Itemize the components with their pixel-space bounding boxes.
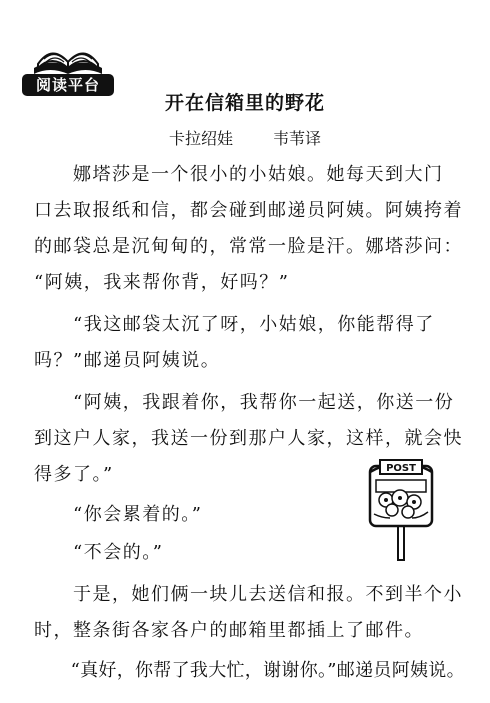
text-line: “不会的。” (34, 542, 164, 563)
author: 卡拉绍娃 (168, 129, 233, 148)
text-line: “阿姨，我跟着你，我帮你一起送，你送一份 (34, 392, 455, 413)
text-line: 口去取报纸和信，都会碰到邮递员阿姨。阿姨挎着 (34, 200, 463, 221)
badge-label: 阅读平台 (22, 74, 114, 96)
text-line: “阿姨，我来帮你背，好吗？” (34, 272, 290, 293)
text-line: “我这邮袋太沉了呀，小姑娘，你能帮得了 (34, 314, 435, 335)
text-line: “你会累着的。” (34, 504, 203, 525)
text-line: 吗？”邮递员阿姨说。 (34, 350, 221, 371)
post-sign: POST (386, 463, 416, 474)
translator: 韦苇译 (273, 129, 322, 148)
text-line: 得多了。” (34, 464, 114, 485)
text-line: 时，整条街各家各户的邮箱里都插上了邮件。 (34, 620, 424, 641)
article-title: 开在信箱里的野花 (164, 92, 325, 114)
text-line: 到这户人家，我送一份到那户人家，这样，就会快 (34, 428, 463, 449)
byline (0, 126, 490, 149)
open-book-icon (28, 38, 108, 78)
text-line: 于是，她们俩一块儿去送信和报。不到半个小 (34, 584, 463, 605)
text-line: “真好，你帮了我大忙，谢谢你。”邮递员阿姨说。 (34, 660, 465, 681)
text-line: 的邮袋总是沉甸甸的，常常一脸是汗。娜塔莎问： (34, 236, 463, 257)
text-line: 娜塔莎是一个很小的小姑娘。她每天到大门 (34, 164, 444, 185)
mailbox-with-flowers-icon (362, 452, 440, 562)
